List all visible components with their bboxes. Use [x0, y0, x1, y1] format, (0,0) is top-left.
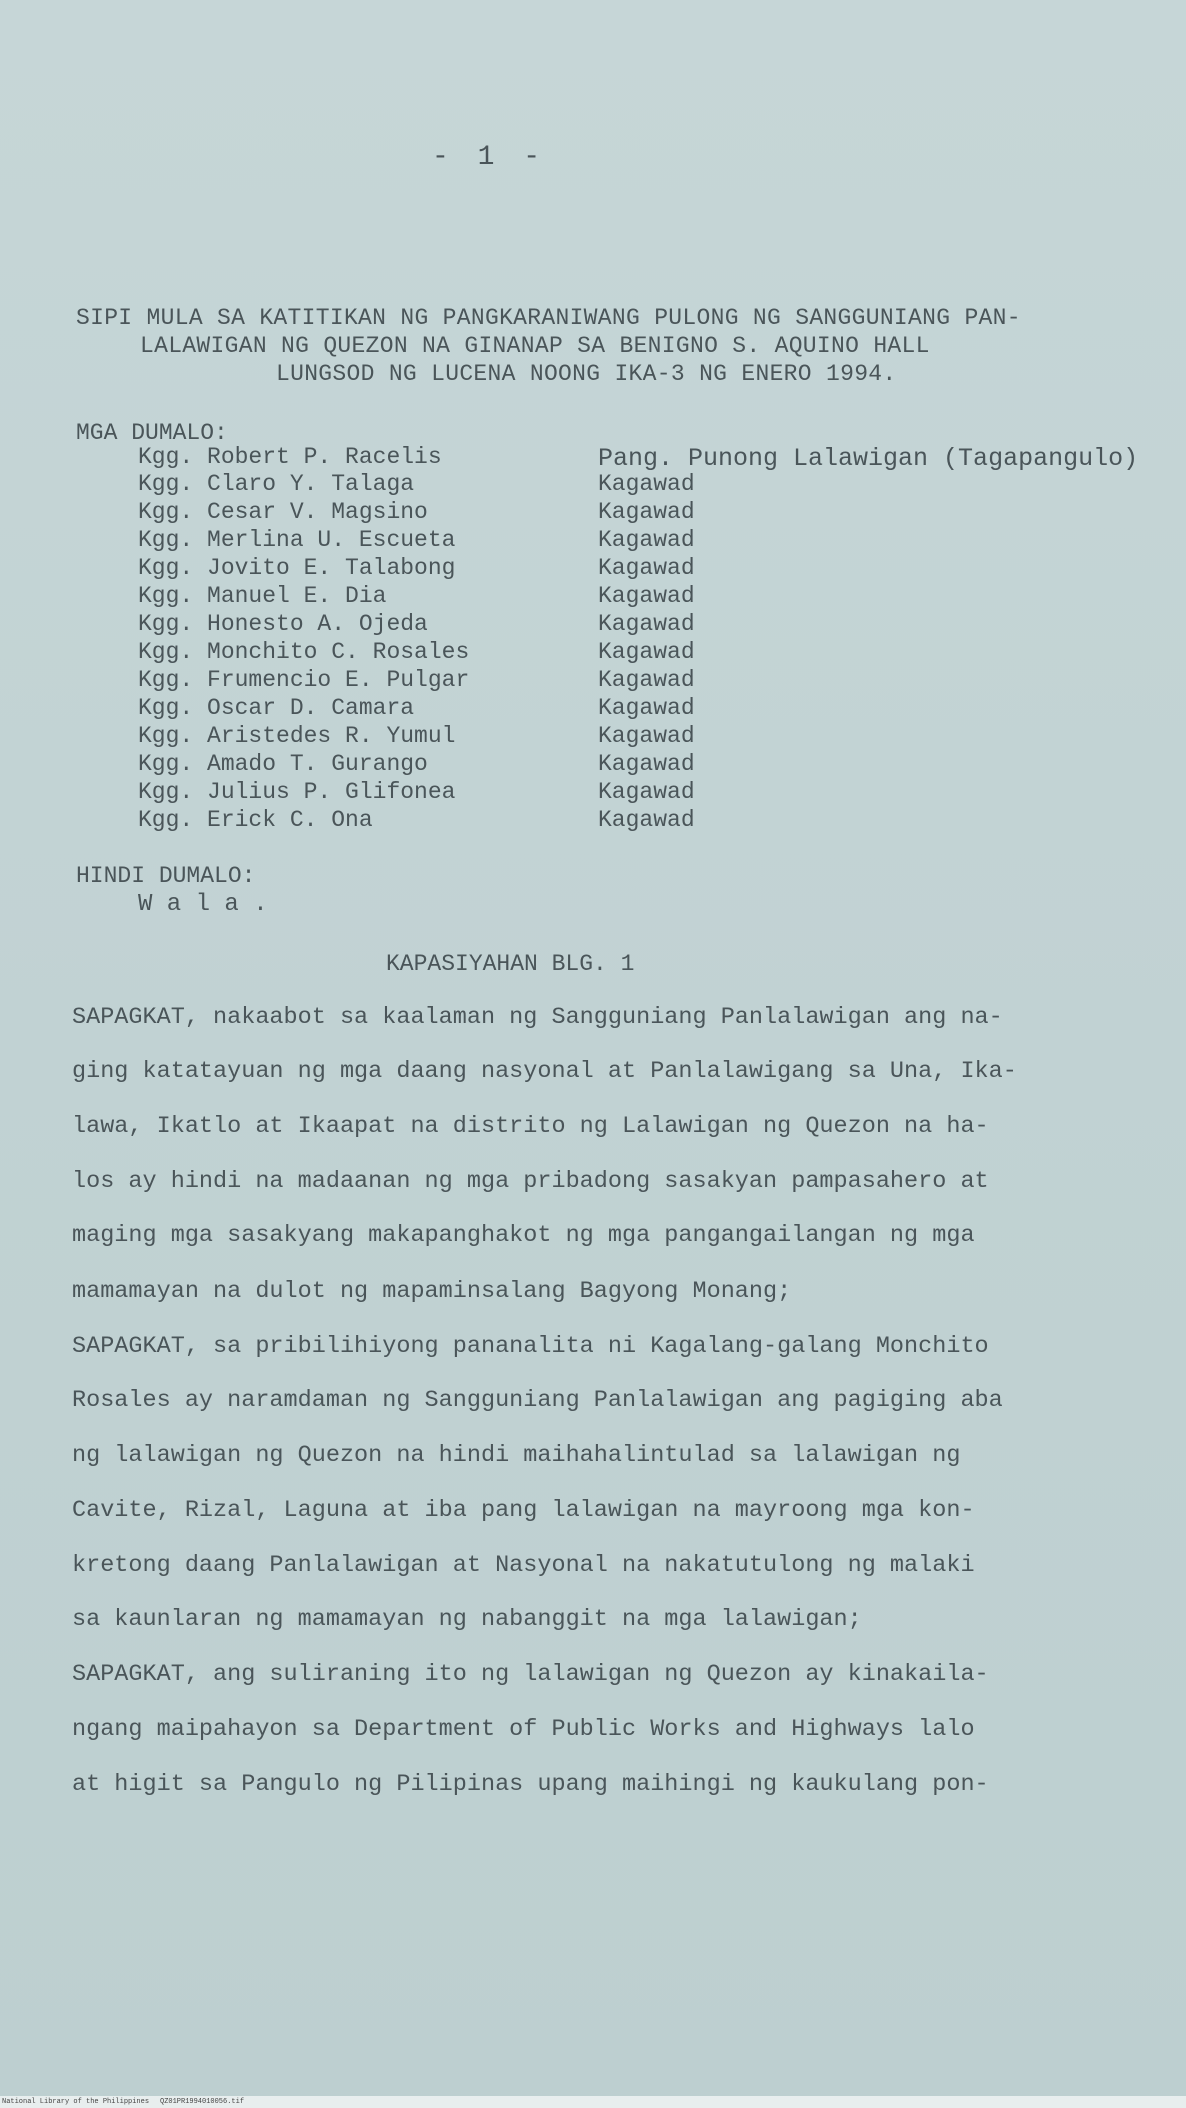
- attendee-role: Kagawad: [598, 695, 695, 721]
- attendee-name: Kgg. Claro Y. Talaga: [138, 471, 415, 497]
- body-line: SAPAGKAT, sa pribilihiyong pananalita ni Kagalang-galang Monchito: [72, 1333, 989, 1360]
- attendee-name: Kgg. Honesto A. Ojeda: [138, 611, 428, 637]
- scan-footer: [0, 2096, 1186, 2108]
- body-line: los ay hindi na madaanan ng mga pribadong sasakyan pampasahero at: [72, 1168, 989, 1195]
- attendee-role: Kagawad: [598, 611, 695, 637]
- attendee-name: Kgg. Monchito C. Rosales: [138, 639, 470, 665]
- absent-value: W a l a .: [138, 891, 268, 918]
- attendee-role: Kagawad: [598, 583, 695, 609]
- attendee-role: Kagawad: [598, 807, 695, 833]
- footer-source: National Library of the Philippines: [2, 2098, 150, 2106]
- footer-filename: QZ01PR1994010056.tif: [160, 2098, 245, 2106]
- body-line: ng lalawigan ng Quezon na hindi maihahalintulad sa lalawigan ng: [72, 1442, 961, 1469]
- attendee-role: Kagawad: [598, 723, 695, 749]
- attendee-role: Kagawad: [598, 527, 695, 553]
- body-line: Cavite, Rizal, Laguna at iba pang lalawigan na mayroong mga kon-: [72, 1497, 975, 1524]
- body-line: maging mga sasakyang makapanghakot ng mga pangangailangan ng mga: [72, 1222, 975, 1249]
- attendee-name: Kgg. Julius P. Glifonea: [138, 779, 456, 805]
- attendee-role: Pang. Punong Lalawigan (Tagapangulo): [598, 444, 1139, 473]
- page-number: - 1 -: [432, 142, 547, 173]
- attendee-role: Kagawad: [598, 779, 695, 805]
- body-line: ging katatayuan ng mga daang nasyonal at Panlalawigang sa Una, Ika-: [72, 1058, 1017, 1085]
- attendee-role: Kagawad: [598, 471, 695, 497]
- attendee-name: Kgg. Aristedes R. Yumul: [138, 723, 456, 749]
- body-line: lawa, Ikatlo at Ikaapat na distrito ng Lalawigan ng Quezon na ha-: [72, 1113, 989, 1140]
- present-label: MGA DUMALO:: [76, 420, 228, 446]
- body-line: mamamayan na dulot ng mapaminsalang Bagyong Monang;: [72, 1278, 792, 1305]
- body-line: at higit sa Pangulo ng Pilipinas upang maihingi ng kaukulang pon-: [72, 1771, 989, 1798]
- header-line-2: LALAWIGAN NG QUEZON NA GINANAP SA BENIGNO S. AQUINO HALL: [140, 333, 930, 359]
- attendee-role: Kagawad: [598, 751, 695, 777]
- attendee-name: Kgg. Manuel E. Dia: [138, 583, 387, 609]
- body-line: ngang maipahayon sa Department of Public Works and Highways lalo: [72, 1716, 975, 1743]
- header-line-3: LUNGSOD NG LUCENA NOONG IKA-3 NG ENERO 1994.: [276, 361, 897, 387]
- attendee-role: Kagawad: [598, 639, 695, 665]
- attendee-name: Kgg. Amado T. Gurango: [138, 751, 428, 777]
- body-line: Rosales ay naramdaman ng Sangguniang Panlalawigan ang pagiging aba: [72, 1387, 1003, 1414]
- resolution-title: KAPASIYAHAN BLG. 1: [386, 951, 635, 977]
- attendee-name: Kgg. Merlina U. Escueta: [138, 527, 456, 553]
- body-line: sa kaunlaran ng mamamayan ng nabanggit na mga lalawigan;: [72, 1606, 862, 1633]
- header-line-1: SIPI MULA SA KATITIKAN NG PANGKARANIWANG PULONG NG SANGGUNIANG PAN-: [76, 305, 1021, 331]
- attendee-role: Kagawad: [598, 667, 695, 693]
- attendee-name: Kgg. Frumencio E. Pulgar: [138, 667, 470, 693]
- attendee-name: Kgg. Cesar V. Magsino: [138, 499, 428, 525]
- attendee-name: Kgg. Oscar D. Camara: [138, 695, 415, 721]
- body-line: SAPAGKAT, nakaabot sa kaalaman ng Sangguniang Panlalawigan ang na-: [72, 1004, 1003, 1031]
- attendee-role: Kagawad: [598, 555, 695, 581]
- attendee-name: Kgg. Jovito E. Talabong: [138, 555, 456, 581]
- attendee-name: Kgg. Erick C. Ona: [138, 807, 373, 833]
- body-line: kretong daang Panlalawigan at Nasyonal na nakatutulong ng malaki: [72, 1552, 975, 1579]
- attendee-role: Kagawad: [598, 499, 695, 525]
- absent-label: HINDI DUMALO:: [76, 863, 256, 889]
- attendee-name: Kgg. Robert P. Racelis: [138, 444, 442, 470]
- body-line: SAPAGKAT, ang suliraning ito ng lalawigan ng Quezon ay kinakaila-: [72, 1661, 989, 1688]
